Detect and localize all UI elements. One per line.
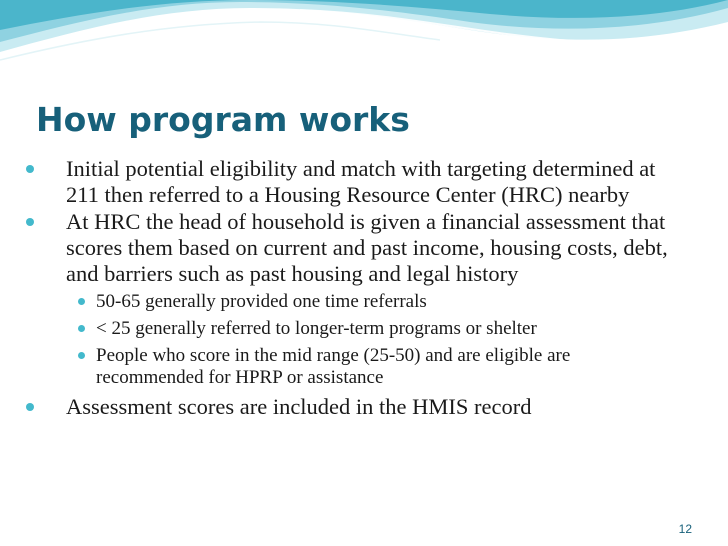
- bullet-text: At HRC the head of household is given a financial assessment that scores them based on current and past income, housing costs, debt, and barriers such as past housing and legal history: [66, 209, 668, 286]
- bullet-list: [22, 156, 682, 421]
- bullet-dot-icon: [26, 218, 34, 226]
- sub-bullet-item: [22, 318, 682, 340]
- sub-bullet-item: [22, 291, 682, 313]
- bullet-item: [22, 156, 682, 208]
- bullet-text: 50-65 generally provided one time referrals: [96, 291, 427, 312]
- bullet-item: [22, 394, 682, 420]
- bullet-dot-icon: [78, 298, 85, 305]
- bullet-dot-icon: [78, 325, 85, 332]
- slide-title: How program works: [36, 100, 410, 139]
- bullet-dot-icon: [26, 165, 34, 173]
- bullet-text: < 25 generally referred to longer-term programs or shelter: [96, 318, 537, 339]
- header-wave-decoration: [0, 0, 728, 90]
- bullet-text: Assessment scores are included in the HMIS record: [66, 394, 532, 419]
- page-number: 12: [678, 522, 692, 536]
- bullet-item: [22, 209, 682, 287]
- bullet-text: Initial potential eligibility and match with targeting determined at 211 then referred to a Housing Resource Center (HRC) nearby: [66, 156, 656, 207]
- sub-bullet-item: [22, 345, 682, 389]
- bullet-dot-icon: [26, 403, 34, 411]
- bullet-text: People who score in the mid range (25-50) and are eligible are recommended for HPRP or assistance: [96, 345, 571, 388]
- bullet-dot-icon: [78, 352, 85, 359]
